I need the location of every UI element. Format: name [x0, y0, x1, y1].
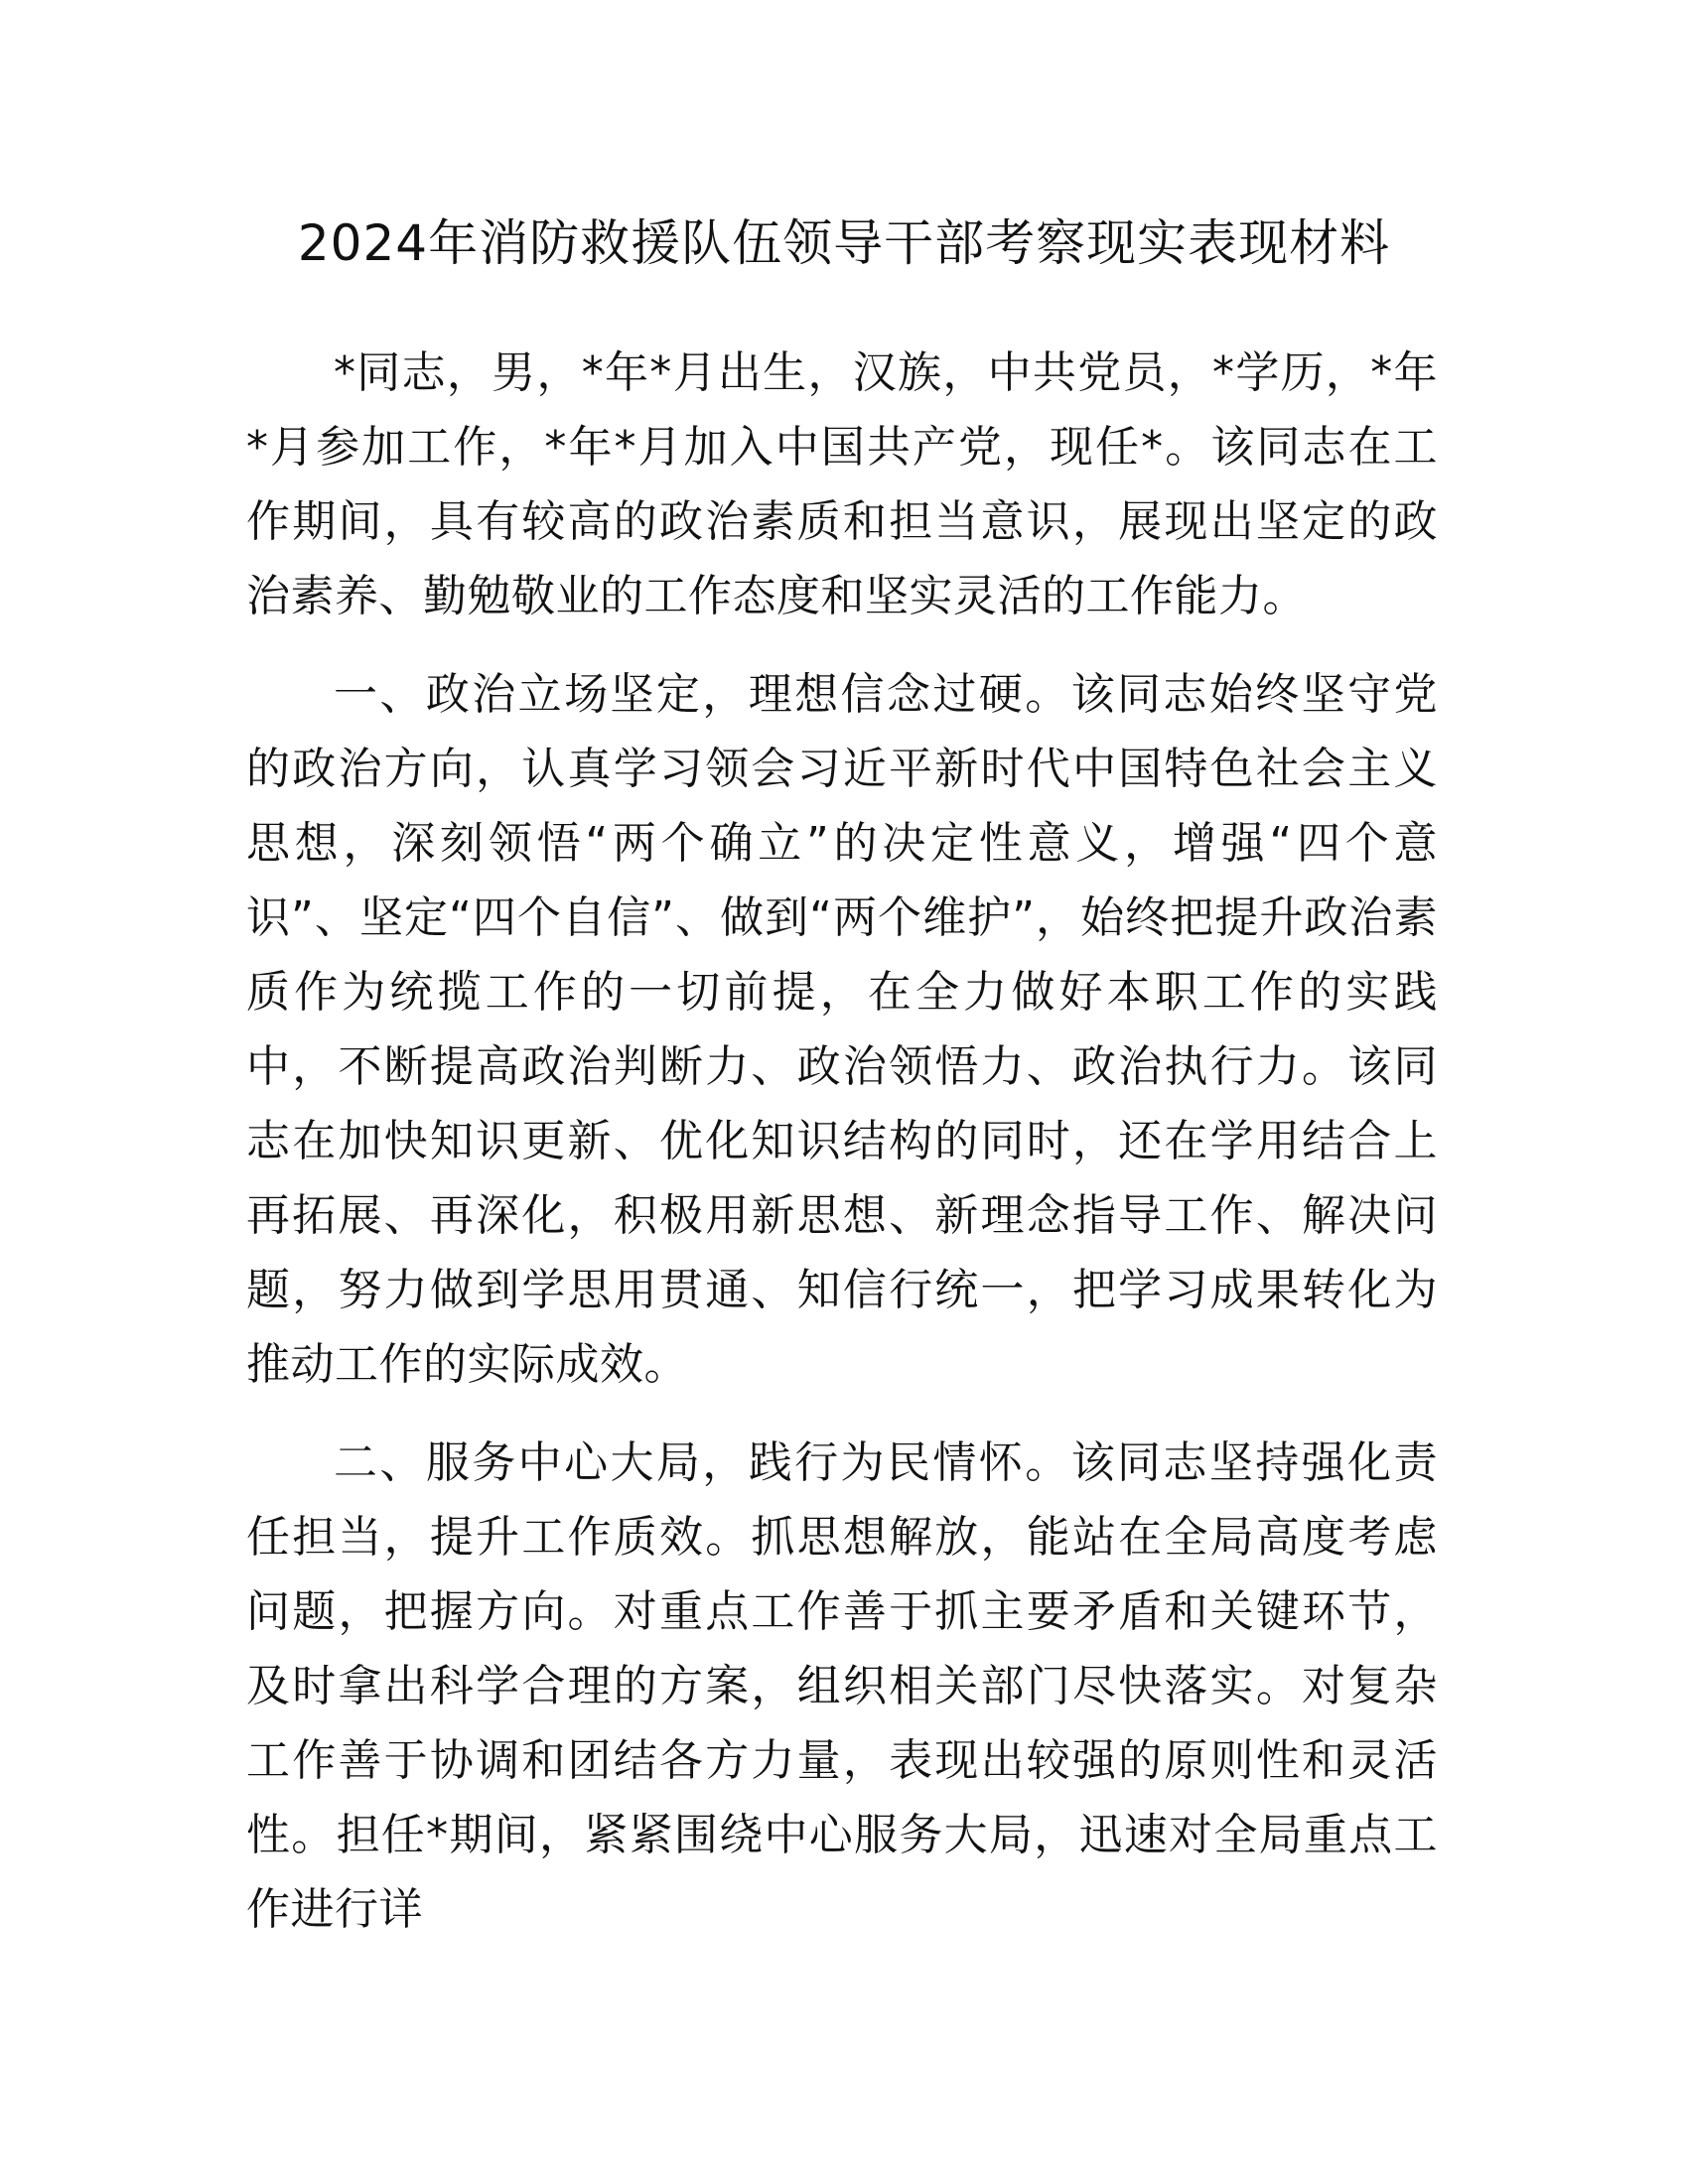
paragraph-section-2: 二、服务中心大局，践行为民情怀。该同志坚持强化责任担当，提升工作质效。抓思想解放，能站在全局高度考虑问题，把握方向。对重点工作善于抓主要矛盾和关键环节，及时拿出科学合理的方案，组织相关部门尽快落实。对复杂工作善于协调和团结各方力量，表现出较强的原则性和灵活性。担任*期间，紧紧围绕中心服务大局，迅速对全局重点工作进行详: [246, 1437, 1438, 1935]
document-body: [246, 336, 1438, 1971]
paragraph-intro: *同志，男，*年*月出生，汉族，中共党员，*学历，*年*月参加工作，*年*月加入中国共产党，现任*。该同志在工作期间，具有较高的政治素质和担当意识，展现出坚定的政治素养、勤勉敬业的工作态度和坚实灵活的工作能力。: [246, 347, 1438, 621]
document-title: 2024年消防救援队伍领导干部考察现实表现材料: [297, 214, 1391, 272]
paragraph-section-1: 一、政治立场坚定，理想信念过硬。该同志始终坚守党的政治方向，认真学习领会习近平新时代中国特色社会主义思想，深刻领悟“两个确立”的决定性意义，增强“四个意识”、坚定“四个自信”、做到“两个维护”，始终把提升政治素质作为统揽工作的一切前提，在全力做好本职工作的实践中，不断提高政治判断力、政治领悟力、政治执行力。该同志在加快知识更新、优化知识结构的同时，还在学用结合上再拓展、再深化，积极用新思想、新理念指导工作、解决问题，努力做到学思用贯通、知信行统一，把学习成果转化为推动工作的实际成效。: [246, 669, 1438, 1390]
